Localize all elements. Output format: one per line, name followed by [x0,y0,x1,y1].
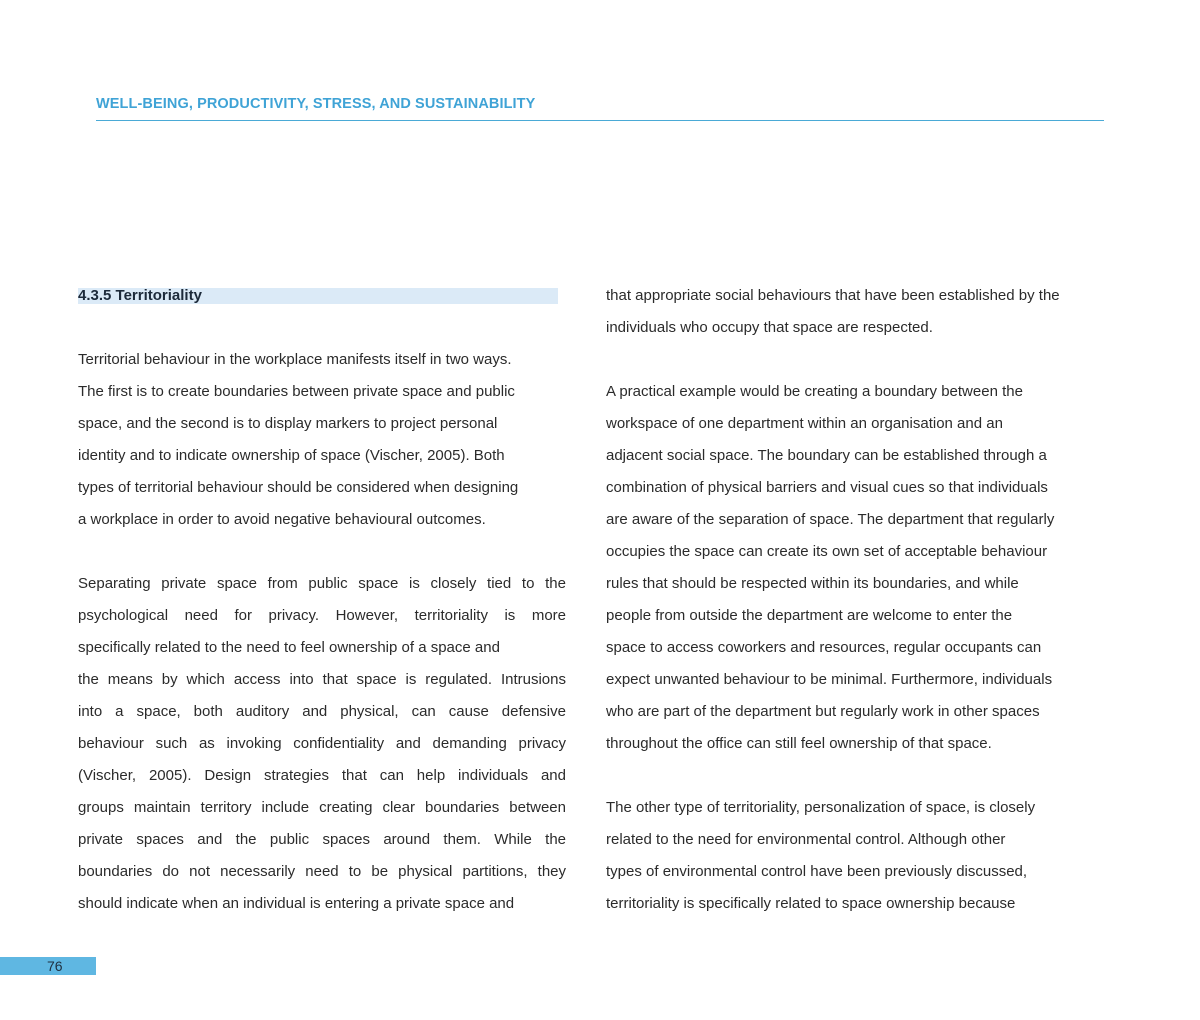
text-line: identity and to indicate ownership of space (Vischer, 2005). Both [78,447,505,464]
text-line: the means by which access into that space is regulated. Intrusions [78,671,566,688]
text-line: workspace of one department within an organisation and an [606,415,1003,432]
text-line: behaviour such as invoking confidentiality and demanding privacy [78,735,566,752]
text-line: The first is to create boundaries between private space and public [78,383,515,400]
text-line: (Vischer, 2005). Design strategies that can help individuals and [78,767,566,784]
text-line: A practical example would be creating a boundary between the [606,383,1023,400]
text-line: territoriality is specifically related to space ownership because [606,895,1016,912]
text-line: occupies the space can create its own set of acceptable behaviour [606,543,1048,560]
text-line: psychological need for privacy. However, territoriality is more [78,607,566,624]
paragraph-gap [78,312,566,344]
text-line: combination of physical barriers and visual cues so that individuals [606,479,1048,496]
text-line: The other type of territoriality, personalization of space, is closely [606,799,1036,816]
right-column [606,280,1106,920]
text-line: space, and the second is to display markers to project personal [78,415,498,432]
paragraph-territorial-behaviour [78,344,566,536]
paragraph-personalization [606,792,1106,920]
text-line: people from outside the department are welcome to enter the [606,607,1013,624]
running-header-title: WELL-BEING, PRODUCTIVITY, STRESS, AND SUSTAINABILITY [96,96,536,112]
text-line: types of territorial behaviour should be considered when designing [78,479,519,496]
text-line: private spaces and the public spaces around them. While the [78,831,566,848]
text-line: that appropriate social behaviours that have been established by the [606,287,1060,304]
section-heading: 4.3.5 Territoriality [78,288,558,304]
page-number: 76 [47,958,63,974]
left-column [78,280,566,920]
text-line: individuals who occupy that space are respected. [606,319,933,336]
text-line: are aware of the separation of space. The department that regularly [606,511,1055,528]
text-line: Territorial behaviour in the workplace manifests itself in two ways. [78,351,512,368]
paragraph-gap [78,536,566,568]
text-line: a workplace in order to avoid negative behavioural outcomes. [78,511,486,528]
paragraph-gap [606,344,1106,376]
text-line: types of environmental control have been previously discussed, [606,863,1028,880]
paragraph-gap [606,760,1106,792]
running-header [96,96,1104,121]
text-line: rules that should be respected within its boundaries, and while [606,575,1019,592]
paragraph-continuation [606,280,1106,344]
text-line: expect unwanted behaviour to be minimal. Furthermore, individuals [606,671,1053,688]
text-line: into a space, both auditory and physical, can cause defensive [78,703,566,720]
text-line: throughout the office can still feel ownership of that space. [606,735,992,752]
text-line: boundaries do not necessarily need to be physical partitions, they [78,863,566,880]
text-line: related to the need for environmental control. Although other [606,831,1006,848]
text-line: specifically related to the need to feel ownership of a space and [78,639,500,656]
paragraph-private-vs-public [78,568,566,920]
text-line: Separating private space from public space is closely tied to the [78,575,566,592]
page-number-tab [0,957,96,975]
text-line: groups maintain territory include creating clear boundaries between [78,799,566,816]
text-line: space to access coworkers and resources, regular occupants can [606,639,1042,656]
paragraph-practical-example [606,376,1106,760]
text-line: adjacent social space. The boundary can be established through a [606,447,1047,464]
text-line: should indicate when an individual is entering a private space and [78,895,515,912]
text-line: who are part of the department but regularly work in other spaces [606,703,1040,720]
